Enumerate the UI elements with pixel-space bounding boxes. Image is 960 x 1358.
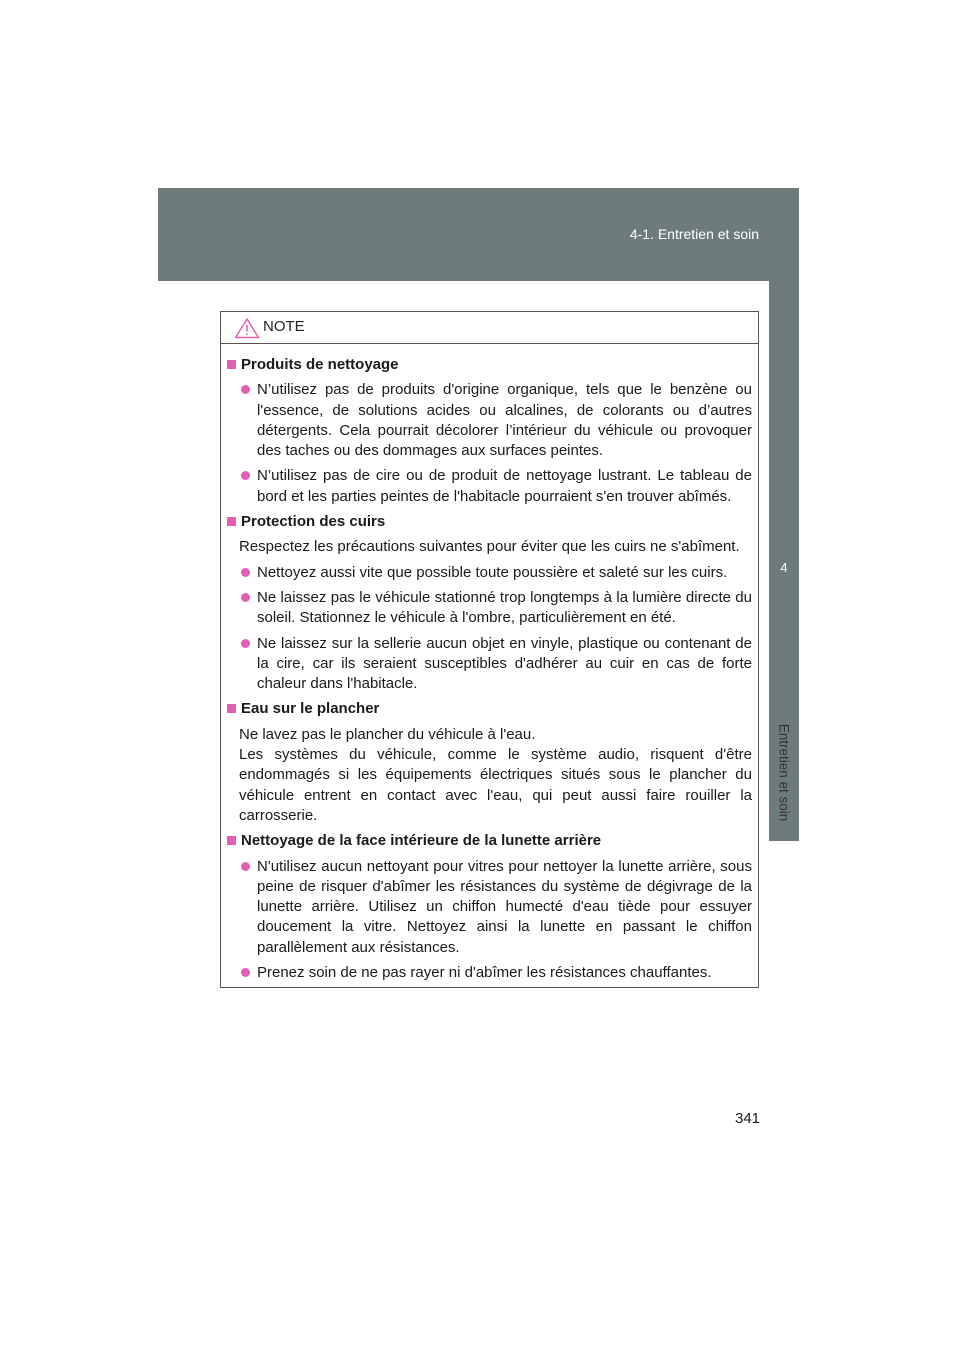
section-header: 4-1. Entretien et soin [629,226,759,242]
section-intro: Respectez les précautions suivantes pour éviter que les cuirs ne s'abîment. [239,538,740,556]
list-item: Nettoyez aussi vite que possible toute poussière et saleté sur les cuirs. [227,563,752,583]
chapter-label: Entretien et soin [776,723,792,822]
section-paragraph: Ne lavez pas le plancher du véhicule à l'eau. Les systèmes du véhicule, comme le système audio, risquent d'être endommagés si les équipements électriques situés sous le plancher du véhicule entrent en contact avec l'eau, qui peut aussi faire rouiller la carrosserie. [239,725,752,824]
note-body [221,344,758,983]
circle-bullet-icon [241,593,250,602]
section-title: Nettoyage de la face intérieure de la lunette arrière [227,831,752,851]
section-title: Protection des cuirs [227,512,752,532]
note-title: NOTE [263,318,305,335]
section-title: Eau sur le plancher [227,699,752,719]
chapter-label-wrap [769,710,799,835]
chapter-number: 4 [780,560,788,575]
header-band [158,188,799,281]
square-bullet-icon [227,836,236,845]
list-item: Ne laissez pas le véhicule stationné trop longtemps à la lumière directe du soleil. Stationnez le véhicule à l'ombre, particulièrement en été. [227,588,752,629]
circle-bullet-icon [241,568,250,577]
list-item: Ne laissez sur la sellerie aucun objet en vinyle, plastique ou contenant de la cire, car ils seraient susceptibles d'adhérer au cuir en cas de forte chaleur dans l'habitacle. [227,634,752,695]
circle-bullet-icon [241,968,250,977]
list-item: N’utilisez pas de produits d'origine organique, tels que le benzène ou l'essence, de solutions acides ou alcalines, de colorants ou d’autres détergents. Cela pourrait décolorer l’intérieur du véhicule ou provoquer des taches ou des dommages aux surfaces peintes. [227,380,752,461]
list-item: N'utilisez aucun nettoyant pour vitres pour nettoyer la lunette arrière, sous peine de risquer d'abîmer les résistances du système de dégivrage de la lunette arrière. Utilisez un chiffon humecté d'eau tiède pour essuyer doucement la vitre. Nettoyez ainsi la lunette en passant le chiffon parallèlement aux résistances. [227,857,752,958]
square-bullet-icon [227,360,236,369]
list-item: Prenez soin de ne pas rayer ni d'abîmer les résistances chauffantes. [227,963,752,983]
square-bullet-icon [227,704,236,713]
circle-bullet-icon [241,385,250,394]
list-item: N’utilisez pas de cire ou de produit de nettoyage lustrant. Le tableau de bord et les parties peintes de l'habitacle pourraient s'en trouver abîmés. [227,466,752,507]
square-bullet-icon [227,517,236,526]
circle-bullet-icon [241,639,250,648]
note-box [220,311,759,988]
warning-triangle-icon [234,317,260,339]
page-number: 341 [735,1110,761,1127]
circle-bullet-icon [241,471,250,480]
circle-bullet-icon [241,862,250,871]
note-header [221,312,758,344]
section-title: Produits de nettoyage [227,355,752,375]
